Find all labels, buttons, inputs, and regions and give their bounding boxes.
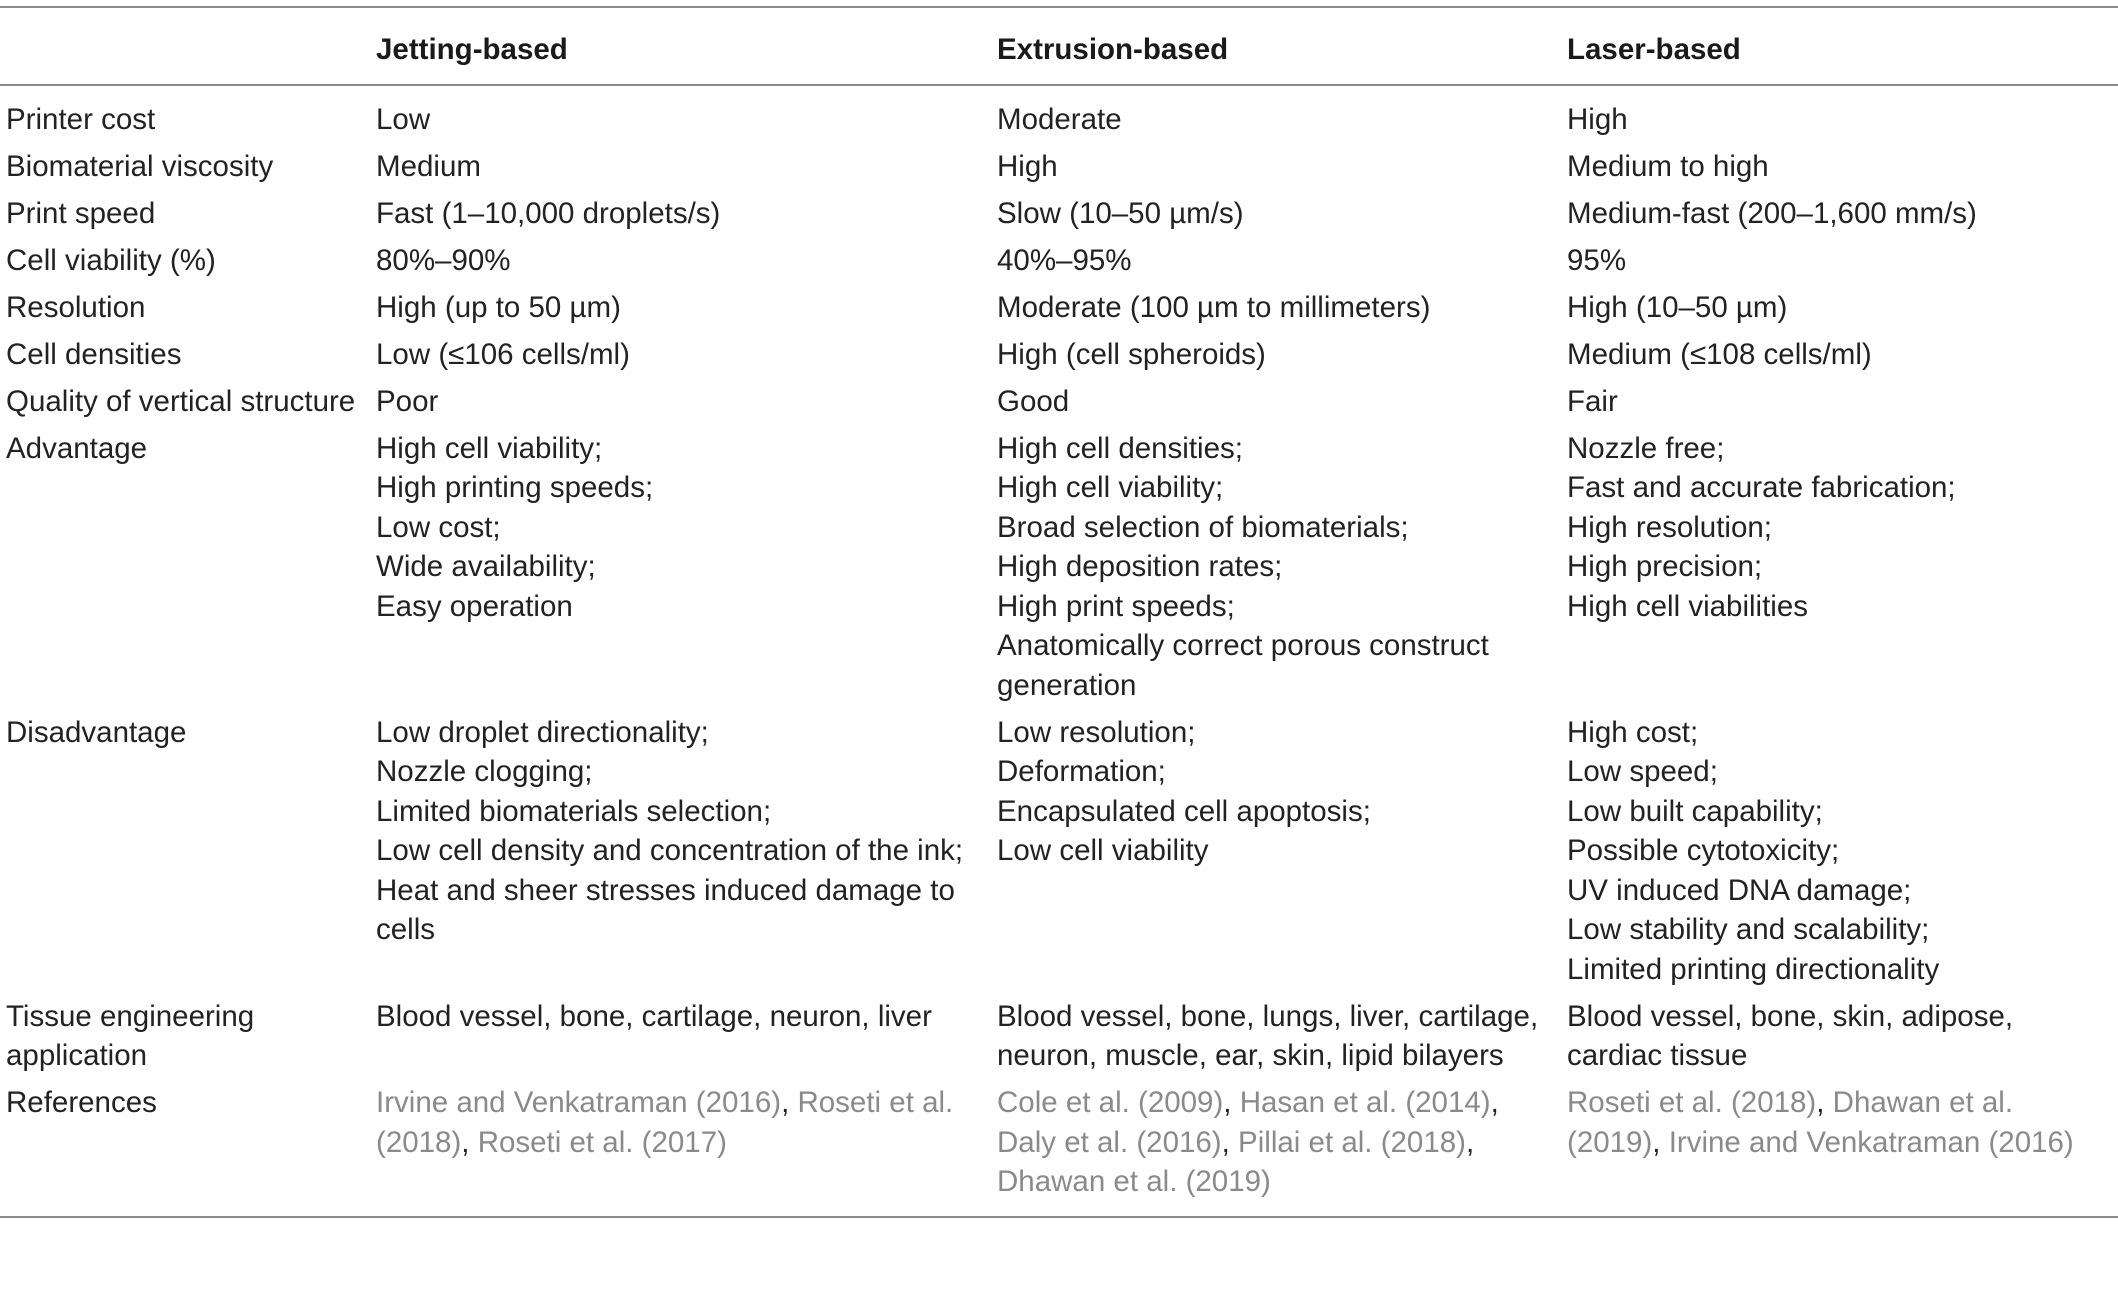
references-row (0, 1083, 2118, 1217)
cell-content (376, 100, 997, 140)
header-laser-based: Laser-based (1567, 33, 1741, 66)
cell-content (1567, 100, 2118, 140)
cell-content (376, 713, 997, 950)
reference-link[interactable]: Irvine and Venkatraman (2016) (1668, 1125, 2074, 1159)
cell-item: Low built capability; (1567, 794, 1823, 828)
cell-jetting (376, 382, 997, 429)
row-label: Disadvantage (6, 715, 187, 749)
cell-extrusion (997, 147, 1567, 194)
cell-content (376, 429, 997, 627)
row-label-references: References (6, 1086, 157, 1119)
cell-jetting (376, 335, 997, 382)
cell-item: Low droplet directionality; (376, 715, 709, 749)
cell-item: Nozzle clogging; (376, 755, 593, 788)
cell-item: Encapsulated cell apoptosis; (997, 794, 1371, 828)
table-row (0, 194, 2118, 241)
cell-item: Heat and sheer stresses induced damage to cells (376, 873, 955, 946)
reference-separator: , (1223, 1086, 1240, 1119)
cell-item: Low cell viability (997, 834, 1209, 867)
reference-separator: , (1221, 1125, 1239, 1159)
cell-laser (1567, 194, 2118, 241)
cell-extrusion (997, 241, 1567, 288)
cell-extrusion (997, 382, 1567, 429)
cell-content (1567, 335, 2118, 375)
cell-content (376, 997, 997, 1037)
row-label: Printer cost (6, 102, 156, 136)
cell-extrusion (997, 997, 1567, 1084)
cell-laser (1567, 382, 2118, 429)
table-row (0, 147, 2118, 194)
reference-separator: , (1490, 1086, 1499, 1119)
comparison-table-container (0, 6, 2118, 1218)
references-laser (1567, 1083, 2118, 1217)
cell-laser (1567, 147, 2118, 194)
row-label: Tissue engineering application (6, 999, 255, 1072)
cell-content (997, 997, 1567, 1076)
cell-item: High printing speeds; (376, 471, 654, 504)
cell-extrusion (997, 288, 1567, 335)
cell-item: High print speeds; (997, 589, 1235, 623)
cell-item: High cell viability; (376, 431, 603, 465)
row-label: Biomaterial viscosity (6, 149, 274, 183)
cell-item: High (cell spheroids) (997, 337, 1266, 371)
cell-content (997, 713, 1567, 871)
cell-content (997, 382, 1567, 422)
cell-item: Blood vessel, bone, lungs, liver, cartilage, neuron, muscle, ear, skin, lipid bilayers (997, 999, 1539, 1072)
reference-separator: , (1816, 1086, 1833, 1119)
cell-item: Limited printing directionality (1567, 952, 1940, 986)
cell-item: High (10–50 µm) (1567, 290, 1788, 324)
table-row (0, 382, 2118, 429)
cell-content (376, 194, 997, 234)
cell-content (1567, 147, 2118, 187)
row-label: Cell viability (%) (6, 243, 216, 277)
references-jetting (376, 1083, 997, 1217)
bioprinting-comparison-table (0, 6, 2118, 1218)
cell-item: Anatomically correct porous construct generation (997, 629, 1489, 702)
cell-item: Fast (1–10,000 droplets/s) (376, 196, 721, 230)
row-label: Print speed (6, 196, 156, 230)
cell-laser (1567, 288, 2118, 335)
cell-item: Fast and accurate fabrication; (1567, 471, 1956, 504)
header-corner (0, 7, 376, 85)
cell-item: Low cell density and concentration of the ink; (376, 834, 964, 867)
reference-separator: , (781, 1086, 798, 1119)
cell-item: Deformation; (997, 755, 1166, 788)
cell-content (1567, 241, 2118, 281)
cell-item: High deposition rates; (997, 550, 1283, 583)
references-extrusion (997, 1083, 1567, 1217)
cell-extrusion (997, 85, 1567, 147)
cell-item: High cell densities; (997, 431, 1243, 465)
reference-link[interactable]: Dhawan et al. (2019) (997, 1165, 1271, 1198)
cell-item: Wide availability; (376, 550, 596, 583)
cell-content (997, 147, 1567, 187)
table-row (0, 713, 2118, 997)
cell-jetting (376, 85, 997, 147)
cell-item: Low stability and scalability; (1567, 913, 1930, 946)
table-row (0, 241, 2118, 288)
row-label: Quality of vertical structure (6, 384, 356, 418)
row-label: Resolution (6, 290, 146, 324)
cell-content (376, 147, 997, 187)
cell-item: Low speed; (1567, 755, 1718, 788)
reference-separator: , (461, 1125, 478, 1159)
cell-jetting (376, 241, 997, 288)
cell-jetting (376, 194, 997, 241)
cell-item: 80%–90% (376, 243, 511, 277)
cell-content (1567, 288, 2118, 328)
cell-item: Medium-fast (200–1,600 mm/s) (1567, 196, 1977, 230)
cell-item: 95% (1567, 243, 1627, 277)
cell-content (376, 335, 997, 375)
table-row (0, 429, 2118, 713)
cell-laser (1567, 241, 2118, 288)
cell-item: Poor (376, 384, 439, 418)
cell-item: Low resolution; (997, 715, 1196, 749)
table-row (0, 288, 2118, 335)
cell-item: Moderate (997, 102, 1122, 136)
reference-link[interactable]: Roseti et al. (2017) (477, 1125, 727, 1159)
cell-item: Medium (376, 149, 481, 183)
reference-link[interactable]: Daly et al. (2016) (997, 1125, 1222, 1159)
cell-content (997, 241, 1567, 281)
cell-item: High precision; (1567, 550, 1763, 583)
header-row (0, 7, 2118, 85)
cell-laser (1567, 335, 2118, 382)
cell-item: Blood vessel, bone, cartilage, neuron, liver (376, 999, 932, 1033)
table-header (0, 7, 2118, 85)
cell-content (997, 100, 1567, 140)
cell-item: High cell viabilities (1567, 589, 1809, 623)
cell-item: Nozzle free; (1567, 431, 1725, 465)
cell-item: Good (997, 384, 1070, 418)
cell-item: UV induced DNA damage; (1567, 873, 1912, 907)
references-content (376, 1083, 997, 1162)
table-body (0, 85, 2118, 1217)
cell-extrusion (997, 335, 1567, 382)
cell-jetting (376, 429, 997, 713)
table-row (0, 335, 2118, 382)
cell-item: High (1567, 102, 1628, 136)
reference-link[interactable]: Roseti et al. (2018) (1567, 1086, 1817, 1119)
cell-jetting (376, 713, 997, 997)
cell-jetting (376, 147, 997, 194)
cell-item: Low cost; (376, 510, 501, 544)
cell-content (1567, 194, 2118, 234)
cell-content (1567, 382, 2118, 422)
cell-item: High (997, 149, 1058, 183)
reference-separator: , (1465, 1125, 1475, 1159)
cell-item: High resolution; (1567, 510, 1772, 544)
cell-content (376, 288, 997, 328)
reference-link[interactable]: Roseti et al. (2018) (376, 1086, 954, 1159)
cell-laser (1567, 713, 2118, 997)
references-content (997, 1083, 1567, 1202)
reference-link[interactable]: Dhawan et al. (2019) (1567, 1086, 2014, 1159)
cell-content (376, 382, 997, 422)
cell-item: Medium (≤108 cells/ml) (1567, 337, 1872, 371)
cell-item: Low (376, 102, 431, 136)
cell-item: 40%–95% (997, 243, 1132, 277)
cell-item: Moderate (100 µm to millimeters) (997, 290, 1431, 324)
header-jetting-based: Jetting-based (376, 33, 568, 66)
cell-item: Low (≤106 cells/ml) (376, 337, 630, 371)
cell-item: Fair (1567, 384, 1618, 418)
cell-content (376, 241, 997, 281)
cell-item: Possible cytotoxicity; (1567, 834, 1840, 867)
cell-content (1567, 429, 2118, 627)
cell-laser (1567, 429, 2118, 713)
reference-link[interactable]: Hasan et al. (2014) (1239, 1086, 1491, 1119)
cell-item: High cost; (1567, 715, 1699, 749)
cell-jetting (376, 288, 997, 335)
cell-item: High (up to 50 µm) (376, 290, 621, 324)
cell-extrusion (997, 429, 1567, 713)
cell-item: Slow (10–50 µm/s) (997, 196, 1244, 230)
cell-item: Blood vessel, bone, skin, adipose, cardiac tissue (1567, 999, 2014, 1072)
references-content (1567, 1083, 2118, 1162)
reference-link[interactable]: Pillai et al. (2018) (1238, 1125, 1466, 1159)
cell-item: Limited biomaterials selection; (376, 794, 772, 828)
cell-content (997, 335, 1567, 375)
cell-item: Easy operation (376, 589, 573, 623)
cell-item: High cell viability; (997, 471, 1224, 504)
cell-laser (1567, 85, 2118, 147)
cell-jetting (376, 997, 997, 1084)
cell-content (997, 288, 1567, 328)
row-label: Advantage (6, 431, 148, 465)
cell-item: Medium to high (1567, 149, 1769, 183)
cell-extrusion (997, 713, 1567, 997)
cell-extrusion (997, 194, 1567, 241)
reference-separator: , (1652, 1125, 1669, 1159)
header-extrusion-based: Extrusion-based (997, 33, 1229, 66)
cell-laser (1567, 997, 2118, 1084)
table-row (0, 85, 2118, 147)
row-label: Cell densities (6, 337, 182, 371)
cell-content (997, 194, 1567, 234)
reference-link[interactable]: Irvine and Venkatraman (2016) (376, 1086, 782, 1119)
cell-content (1567, 997, 2118, 1076)
cell-content (1567, 713, 2118, 990)
cell-content (997, 429, 1567, 706)
reference-link[interactable]: Cole et al. (2009) (997, 1086, 1224, 1119)
table-row (0, 997, 2118, 1084)
cell-item: Broad selection of biomaterials; (997, 510, 1409, 544)
